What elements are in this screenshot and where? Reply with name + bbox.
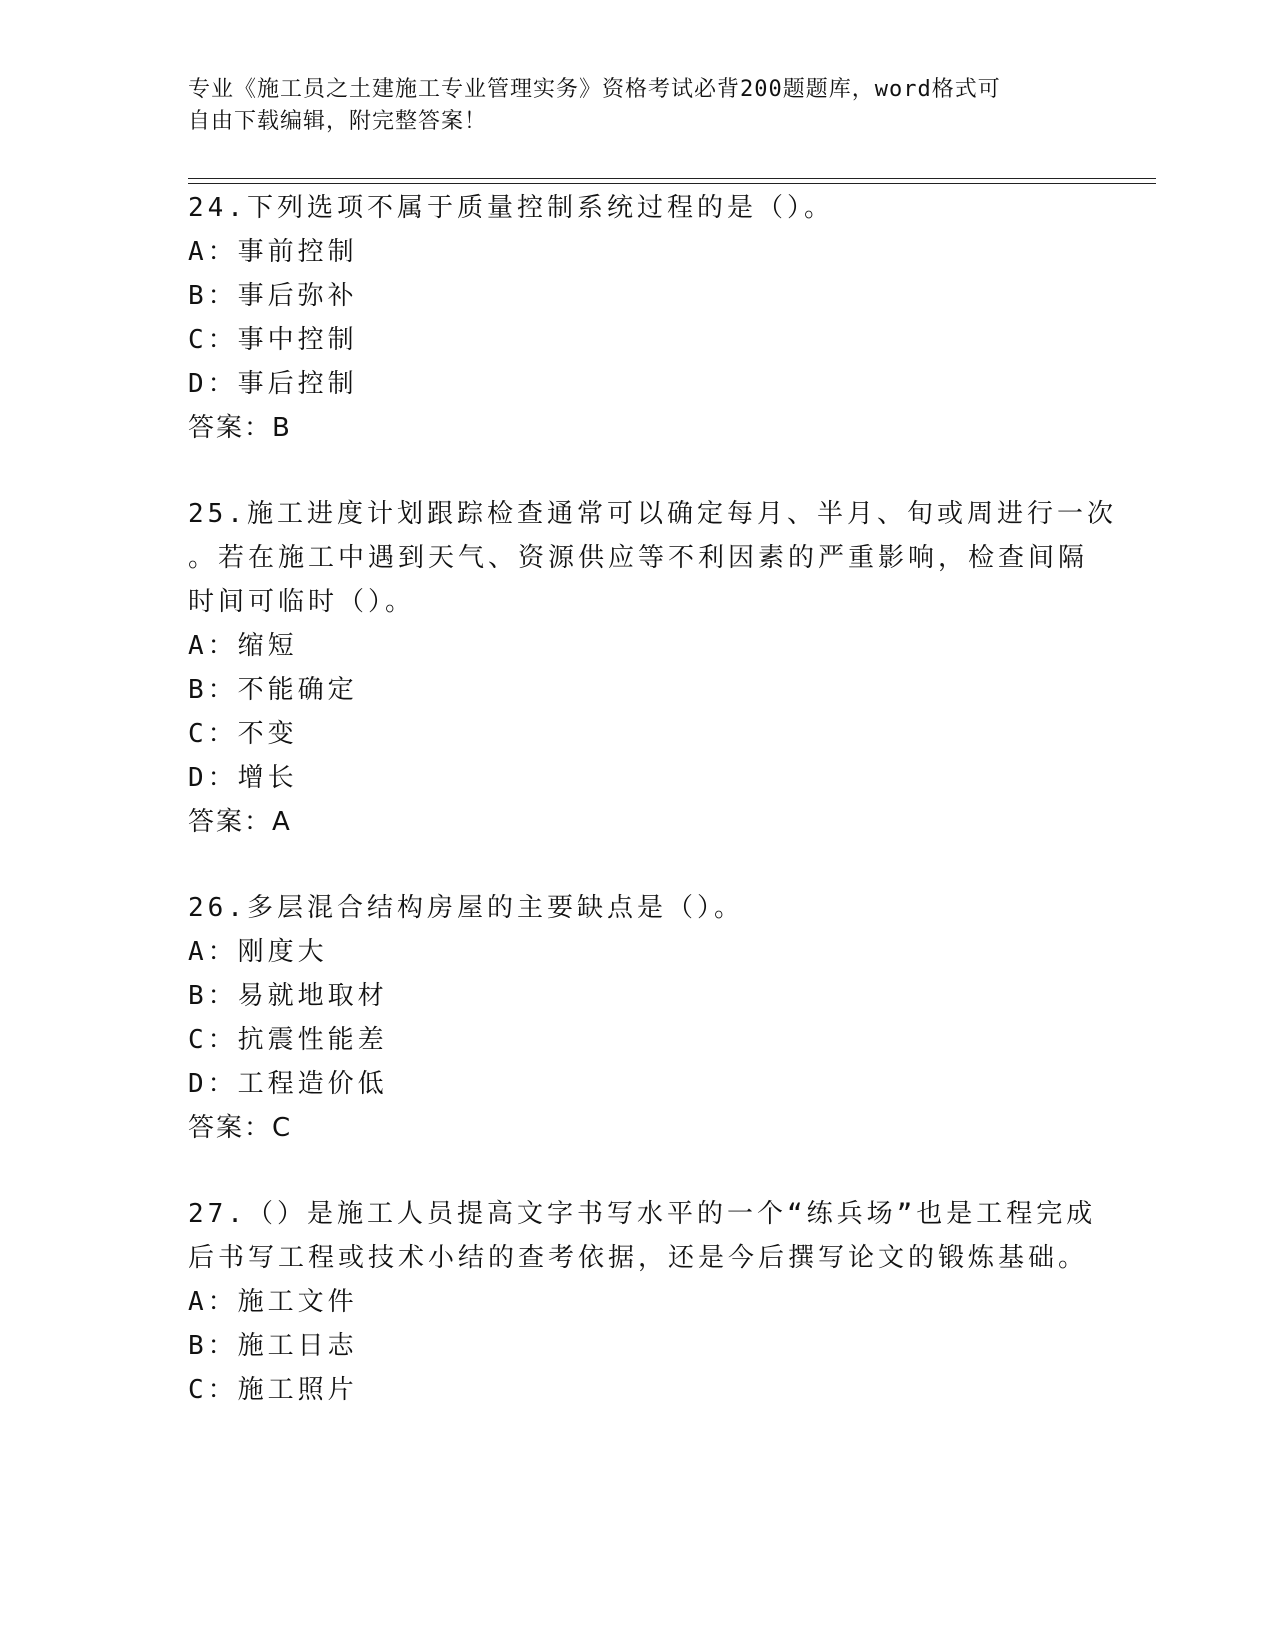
question-27-option-a: A：施工文件: [188, 1287, 358, 1317]
question-24-option-d: D：事后控制: [188, 369, 358, 399]
question-27-option-b: B：施工日志: [188, 1331, 358, 1361]
question-25-option-c: C：不变: [188, 719, 298, 749]
header-divider-bottom: [188, 183, 1156, 184]
question-24-answer: 答案：B: [188, 413, 292, 443]
question-26-option-b: B：易就地取材: [188, 981, 388, 1011]
question-26-option-c: C：抗震性能差: [188, 1025, 388, 1055]
question-25-option-a: A：缩短: [188, 631, 298, 661]
question-27-text-line-2: 后书写工程或技术小结的查考依据，还是今后撰写论文的锻炼基础。: [188, 1243, 1089, 1273]
question-24-text: 24.下列选项不属于质量控制系统过程的是（）。: [188, 193, 834, 223]
question-26-option-d: D：工程造价低: [188, 1069, 388, 1099]
question-26-text: 26.多层混合结构房屋的主要缺点是（）。: [188, 893, 744, 923]
question-25-text-line-2: 。若在施工中遇到天气、资源供应等不利因素的严重影响，检查间隔: [188, 543, 1089, 573]
header-line-1: 专业《施工员之土建施工专业管理实务》资格考试必背200题题库，word格式可: [188, 77, 1001, 102]
header-divider-top: [188, 178, 1156, 179]
question-24-option-a: A：事前控制: [188, 237, 358, 267]
header-line-2: 自由下载编辑，附完整答案！: [188, 109, 488, 134]
question-25-answer: 答案：A: [188, 807, 292, 837]
question-26-option-a: A：刚度大: [188, 937, 328, 967]
question-25-text-line-1: 25.施工进度计划跟踪检查通常可以确定每月、半月、旬或周进行一次: [188, 499, 1117, 529]
question-25-text-line-3: 时间可临时（）。: [188, 587, 416, 617]
question-25-option-b: B：不能确定: [188, 675, 358, 705]
question-25-option-d: D：增长: [188, 763, 298, 793]
question-26-answer: 答案：C: [188, 1113, 293, 1143]
question-27-option-c: C：施工照片: [188, 1375, 358, 1405]
question-24-option-c: C：事中控制: [188, 325, 358, 355]
question-27-text-line-1: 27.（）是施工人员提高文字书写水平的一个“练兵场”也是工程完成: [188, 1199, 1097, 1229]
document-header: [188, 74, 1068, 138]
question-24-option-b: B：事后弥补: [188, 281, 358, 311]
